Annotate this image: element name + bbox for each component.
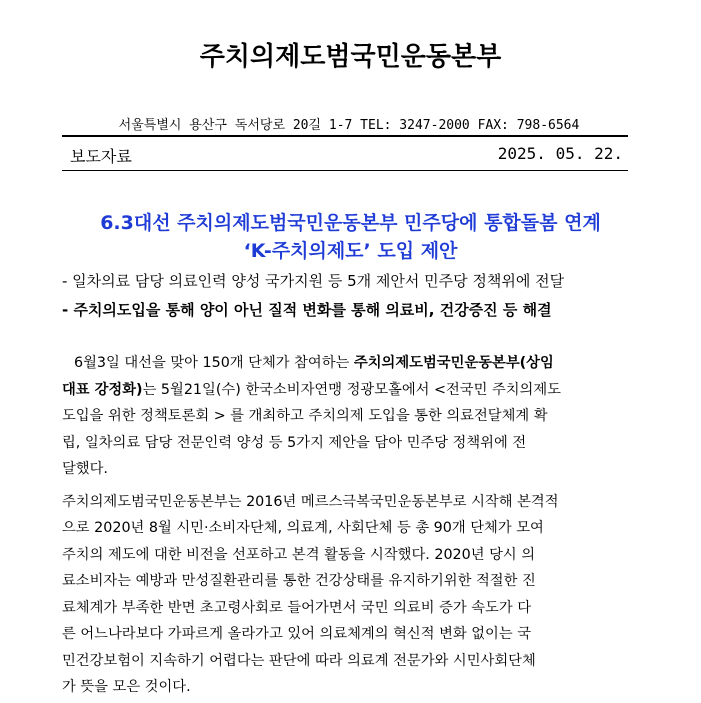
paragraph-1-line: 립, 일차의료 담당 전문인력 양성 등 5가지 제안을 담아 민주당 정책위에 전 — [62, 434, 527, 451]
paragraph-2-line: 른 어느나라보다 가파르게 올라가고 있어 의료체계의 혁신적 변화 없이는 국 — [62, 626, 532, 642]
doc-type-label: 보도자료 — [70, 147, 132, 166]
headline-line-2: ‘K-주치의제도’ 도입 제안 — [243, 240, 458, 262]
subheading-1: - 일차의료 담당 의료인력 양성 국가지원 등 5개 제안서 민주당 정책위에 전달 — [62, 272, 565, 290]
para1-bold-text: 대표 강정화) — [62, 381, 143, 398]
paragraph-1-line: 도입을 위한 정책토론회 > 를 개최하고 주치의제 도입을 통한 의료전달체계 확 — [62, 408, 548, 424]
paragraph-2-line: 료체계가 부족한 반면 초고령사회로 들어가면서 국민 의료비 증가 속도가 다 — [62, 599, 532, 616]
paragraph-2-line: 주치의제도범국민운동본부는 2016년 메르스극복국민운동본부로 시작해 본격적 — [62, 493, 559, 510]
para1-text: 는 5월21일(수) 한국소비자연맹 정광모홀에서 <전국민 주치의제도 — [142, 381, 561, 398]
release-date: 2025. 05. 22. — [497, 144, 623, 163]
paragraph-1-line: 달했다. — [62, 461, 108, 477]
paragraph-2-line: 으로 2020년 8월 시민·소비자단체, 의료계, 사회단체 등 총 90개 단체가 모여 — [62, 520, 544, 536]
paragraph-2-line: 주치의 제도에 대한 비전을 선포하고 본격 활동을 시작했다. 2020년 당시 의 — [62, 546, 536, 563]
para1-text: 6월3일 대선을 맞아 150개 단체가 참여하는 — [74, 355, 354, 371]
divider-bottom — [62, 170, 628, 171]
paragraph-1-line — [62, 377, 632, 404]
subheading-2: - 주치의도입을 통해 양이 아닌 질적 변화를 통해 의료비, 건강증진 등 해결 — [62, 301, 552, 319]
para1-bold-text: 주치의제도범국민운동본부(상임 — [353, 355, 554, 371]
address-line: 서울특별시 용산구 독서당로 20길 1-7 TEL: 3247-2000 FAX: 798-6564 — [118, 118, 580, 133]
paragraph-2-line: 가 뜻을 모은 것이다. — [62, 679, 191, 695]
body-text — [62, 350, 632, 701]
paragraph-1-line — [62, 350, 632, 377]
headline-line-1: 6.3대선 주치의제도범국민운동본부 민주당에 통합돌봄 연계 — [100, 212, 601, 234]
paragraph-2-line: 민건강보험이 지속하기 어렵다는 판단에 따라 의료계 전문가와 시민사회단체 — [62, 652, 536, 669]
org-name: 주치의제도범국민운동본부 — [199, 42, 502, 72]
divider-top — [62, 135, 628, 137]
paragraph-2-line: 료소비자는 예방과 만성질환관리를 통한 건강상태를 유지하기위한 적절한 진 — [62, 573, 536, 589]
